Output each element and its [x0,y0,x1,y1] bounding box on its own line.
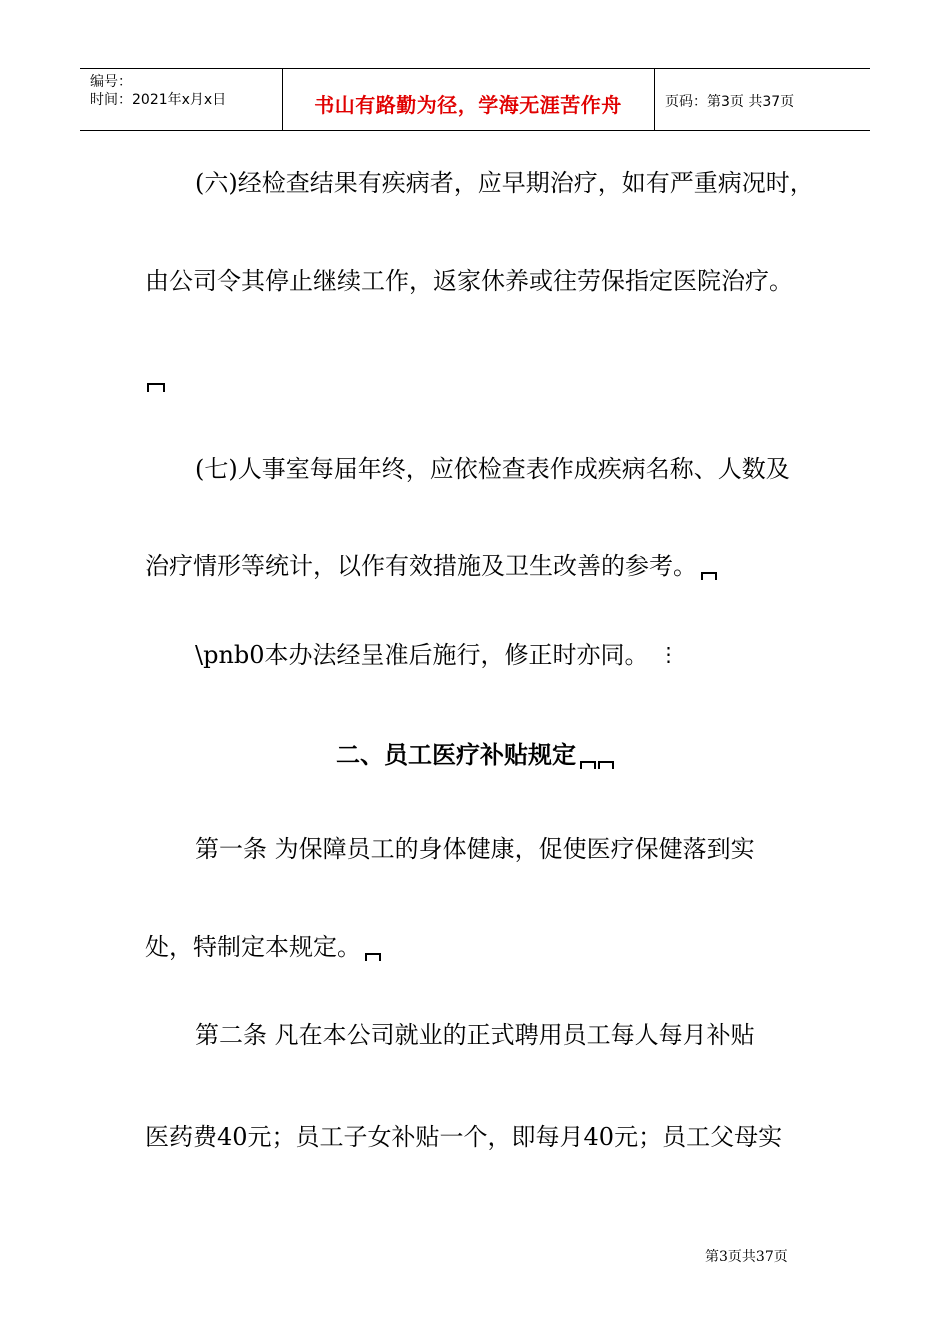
header-motto-cell [282,69,655,130]
paragraph-mark-icon [701,572,717,580]
body-line: 医药费40元；员工子女补贴一个，即每月40元；员工父母实 [145,1123,783,1151]
body-line-text: \pnb0本办法经呈准后施行，修正时亦同。 [195,641,649,669]
body-line: 第二条 凡在本公司就业的正式聘用员工每人每月补贴 [195,1021,755,1049]
page-label: 页码：第3页 共37页 [665,94,795,110]
time-label: 时间：2021年x月x日 [90,92,227,108]
body-line: (七)人事室每届年终，应依检查表作成疾病名称、人数及 [195,455,790,483]
section-heading-text: 二、员工医疗补贴规定 [336,741,576,769]
paragraph-mark-icon [580,761,596,769]
paragraph-mark-icon [365,953,381,961]
body-line-with-mark [145,932,381,962]
body-line-text: 治疗情形等统计，以作有效措施及卫生改善的参考。 [145,552,697,580]
vertical-dots-icon: ⋮ [658,642,679,666]
body-line-with-mark [145,551,717,581]
paragraph-mark-icon [598,761,614,769]
motto-text: 书山有路勤为径，学海无涯苦作舟 [314,93,622,117]
page-footer: 第3页共37页 [705,1249,788,1265]
header-info-cell [80,69,283,130]
paragraph-mark-icon [147,383,165,392]
body-line: 第一条 为保障员工的身体健康，促使医疗保健落到实 [195,835,755,863]
section-heading [0,740,950,770]
page-header [80,68,870,131]
body-line-text: 处，特制定本规定。 [145,933,361,961]
body-line-with-dots [195,640,679,670]
body-line: 由公司令其停止继续工作，返家休养或往劳保指定医院治疗。 [145,267,793,295]
header-page-cell [655,69,870,130]
number-label: 编号： [90,74,132,90]
body-line: (六)经检查结果有疾病者，应早期治疗，如有严重病况时， [195,169,814,197]
